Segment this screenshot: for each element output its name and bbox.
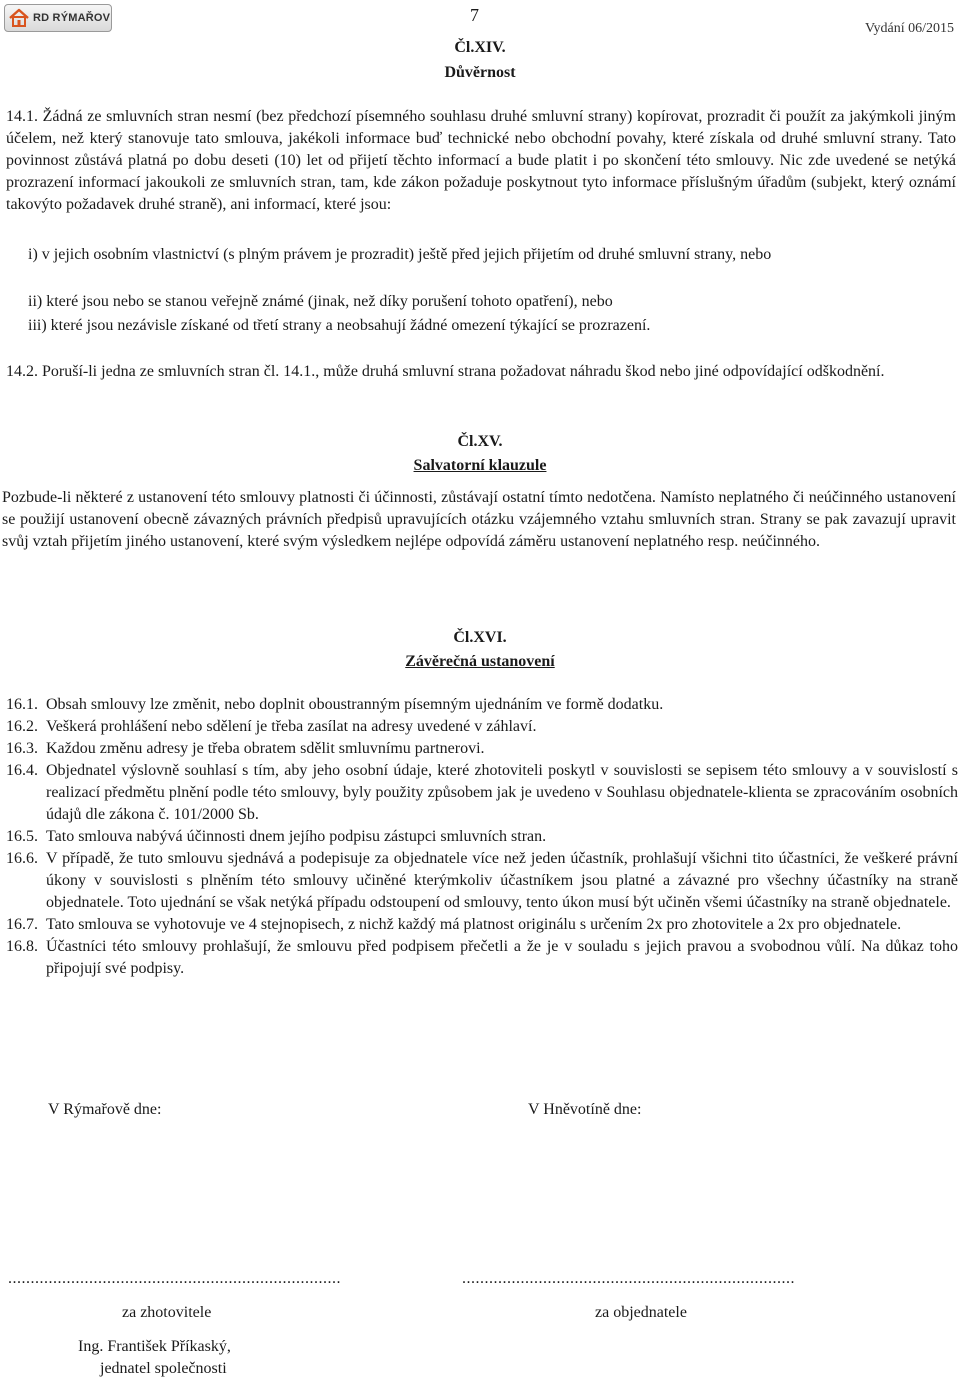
item-text: Účastníci této smlouvy prohlašují, že smlouvu před podpisem přečetli a že je v souladu s jejich pravou a svobodnou vůlí. Na důkaz toho připojují své podpisy. — [46, 938, 958, 977]
article-14-title: Důvěrnost — [444, 64, 516, 81]
clause-14-2: 14.2. Poruší-li jedna ze smluvních stran čl. 14.1., může druhá smluvní strana požadovat náhradu škod nebo jiné odpovídající odškodnění. — [6, 363, 885, 380]
list-item — [6, 936, 958, 980]
list-item — [6, 738, 958, 760]
item-number: 16.3. — [6, 740, 38, 757]
clause-14-1 — [6, 106, 956, 216]
house-icon — [8, 8, 30, 28]
list-item — [6, 914, 958, 936]
item-text: Tato smlouva nabývá účinnosti dnem jejího podpisu zástupci smluvních stran. — [46, 828, 547, 845]
signature-label-left: za zhotovitele — [122, 1304, 212, 1321]
item-number: 16.8. — [6, 938, 38, 955]
list-item — [6, 716, 958, 738]
signature-line-left: .......................................................................... — [8, 1270, 341, 1287]
item-text: Tato smlouva se vyhotovuje ve 4 stejnopisech, z nichž každý má platnost originálu s určením 2x pro zhotovitele a 2x pro objednatele. — [46, 916, 902, 933]
item-text: Veškerá prohlášení nebo sdělení je třeba zasílat na adresy uvedené v záhlaví. — [46, 718, 537, 735]
item-number: 16.2. — [6, 718, 38, 735]
page-number: 7 — [470, 5, 479, 25]
list-item — [6, 760, 958, 826]
signer-role: jednatel společnosti — [100, 1360, 227, 1377]
edition-label: Vydání 06/2015 — [864, 21, 954, 36]
clause-14-1-item-ii: ii) které jsou nebo se stanou veřejně známé (jinak, než díky porušení tohoto opatření), nebo — [28, 293, 613, 310]
article-16-title: Závěrečná ustanovení — [405, 653, 555, 670]
item-number: 16.4. — [6, 762, 38, 779]
list-item — [6, 694, 958, 716]
list-item — [6, 826, 958, 848]
clause-14-1-text: Žádná ze smluvních stran nesmí (bez předchozí písemného souhlasu druhé smluvní strany) kopírovat, prozradit či použít za jakýmkoli jiným účelem, než který stanovuje tato smlouva, jakékoli informace buď technické nebo obchodní povahy, které získala od druhé smluvní strany. Tato povinnost zůstává platná po dobu deseti (10) let od přijetí těchto informací a bude platit i po skončení této smlouvy. Nic zde uvedené se netýká prozrazení informací jakoukoli ze smluvních stran, tam, kde zákon požaduje poskytnout tyto informace příslušným úřadům (subjekt, který oznámí takovýto požadavek druhé straně), ani informací, které jsou: — [6, 108, 957, 213]
article-14-number: Čl.XIV. — [454, 39, 506, 56]
logo-text: RD RÝMAŘOV — [33, 12, 111, 24]
item-number: 16.7. — [6, 916, 38, 933]
article-15-text: Pozbude-li některé z ustanovení této smlouvy platnosti či účinnosti, zůstávají ostatní tímto nedotčena. Namísto neplatného či neúčinného ustanovení se použijí ustanovení obecně závazných právních předpisů upravujících otázku vzájemného vztahu smluvních stran. Strany se pak zavazují upravit svůj vztah přijetím jiného ustanovení, které svým výsledkem nejlépe odpovídá záměru ustanovení neplatného resp. neúčinného. — [2, 489, 956, 550]
item-text: Každou změnu adresy je třeba obratem sdělit smluvnímu partnerovi. — [46, 740, 485, 757]
item-text: V případě, že tuto smlouvu sjednává a podepisuje za objednatele více než jeden účastník, prohlašují všichni tito účastníci, že veškeré právní úkony v souvislosti s plněním této smlouvy učiněné kterýmkoliv účastníkem jsou platné a závazné pro všechny účastníky na straně objednatele. Toto ujednání se však netýká případu odstoupení od smlouvy, tento úkon musí být učiněn všemi účastníky na straně objednatele. — [46, 850, 958, 911]
article-15-number: Čl.XV. — [457, 433, 503, 450]
clause-14-1-item-iii: iii) které jsou nezávisle získané od třetí strany a neobsahují žádné omezení týkající se prozrazení. — [28, 317, 651, 334]
company-logo — [4, 4, 112, 32]
place-date-left: V Rýmařově dne: — [48, 1101, 162, 1118]
clause-14-1-item-i: i) v jejich osobním vlastnictví (s plným právem je prozradit) ještě před jejich přijetím od druhé smluvní strany, nebo — [28, 246, 772, 263]
signature-line-right: .......................................................................... — [462, 1270, 795, 1287]
article-15-title: Salvatorní klauzule — [413, 457, 547, 474]
signer-name: Ing. František Příkaský, — [78, 1338, 231, 1355]
clause-14-1-label: 14.1. — [6, 108, 38, 125]
article-16-number: Čl.XVI. — [453, 629, 507, 646]
list-item — [6, 848, 958, 914]
place-date-right: V Hněvotíně dne: — [528, 1101, 642, 1118]
final-provisions-list — [6, 694, 958, 980]
item-text: Obsah smlouvy lze změnit, nebo doplnit oboustranným písemným ujednáním ve formě dodatku. — [46, 696, 664, 713]
signature-label-right: za objednatele — [595, 1304, 687, 1321]
item-number: 16.5. — [6, 828, 38, 845]
item-text: Objednatel výslovně souhlasí s tím, aby jeho osobní údaje, které zhotoviteli poskytl v souvislosti se sepisem této smlouvy a v souvislostí s realizací předmětu plnění podle této smlouvy, byly použity způsobem jak je uvedeno v Souhlasu objednatele-klienta se zpracováním osobních údajů dle zákona č. 101/2000 Sb. — [46, 762, 958, 823]
item-number: 16.6. — [6, 850, 38, 867]
item-number: 16.1. — [6, 696, 38, 713]
